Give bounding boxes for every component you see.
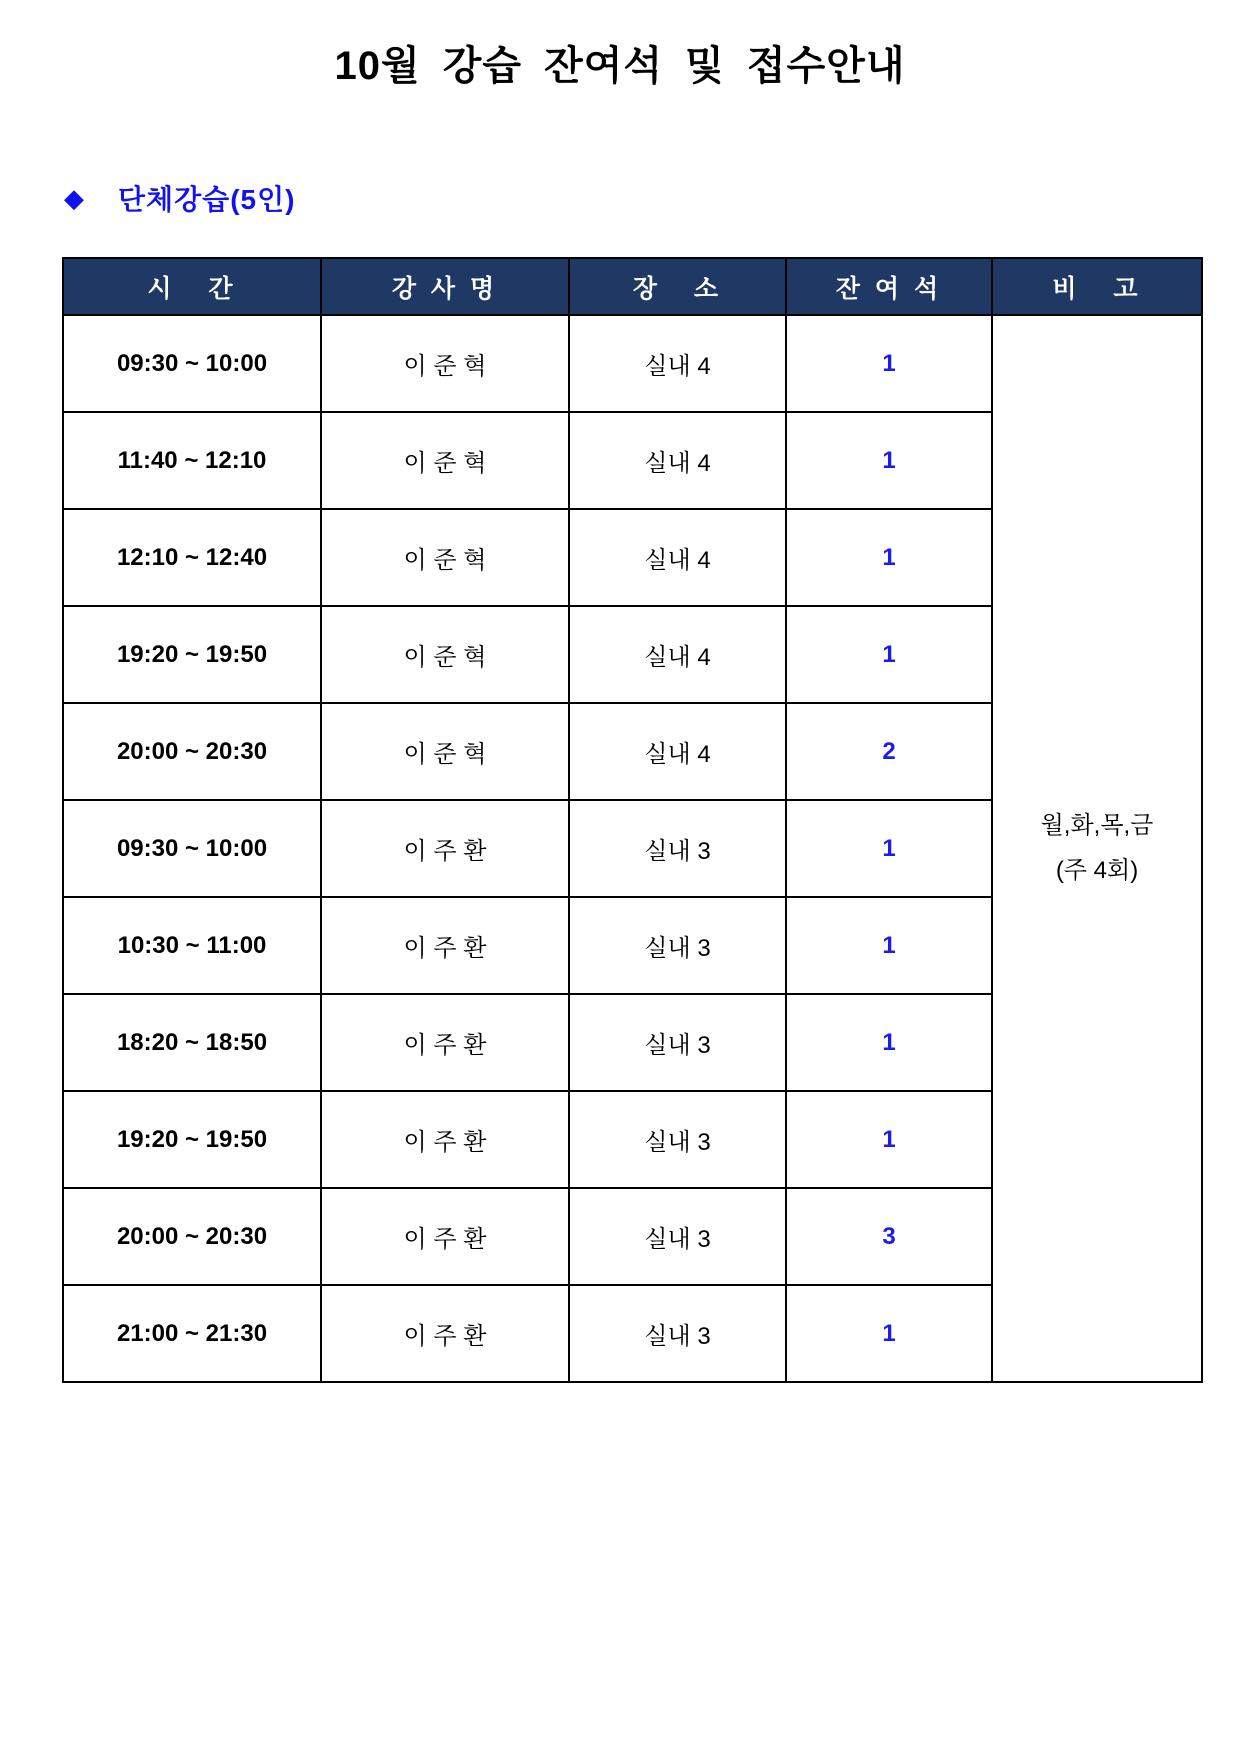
seats-cell: 1 xyxy=(786,412,992,509)
place-cell: 실내 4 xyxy=(569,509,786,606)
instructor-cell: 이 준 혁 xyxy=(321,606,569,703)
seats-cell: 3 xyxy=(786,1188,992,1285)
table-row xyxy=(63,315,1202,412)
column-header-instructor: 강 사 명 xyxy=(321,258,569,315)
place-cell: 실내 3 xyxy=(569,1091,786,1188)
time-cell: 19:20 ~ 19:50 xyxy=(63,1091,321,1188)
seats-cell: 2 xyxy=(786,703,992,800)
instructor-cell: 이 주 환 xyxy=(321,1188,569,1285)
section-title: 단체강습(5인) xyxy=(118,184,296,215)
place-cell: 실내 4 xyxy=(569,412,786,509)
seats-cell: 1 xyxy=(786,897,992,994)
instructor-cell: 이 주 환 xyxy=(321,800,569,897)
place-cell: 실내 4 xyxy=(569,703,786,800)
instructor-cell: 이 주 환 xyxy=(321,897,569,994)
seats-cell: 1 xyxy=(786,1285,992,1382)
time-cell: 18:20 ~ 18:50 xyxy=(63,994,321,1091)
place-cell: 실내 4 xyxy=(569,315,786,412)
note-line-frequency: (주 4회) xyxy=(1055,856,1139,884)
seats-cell: 1 xyxy=(786,606,992,703)
instructor-cell: 이 주 환 xyxy=(321,994,569,1091)
time-cell: 10:30 ~ 11:00 xyxy=(63,897,321,994)
instructor-cell: 이 준 혁 xyxy=(321,315,569,412)
instructor-cell: 이 주 환 xyxy=(321,1285,569,1382)
time-cell: 09:30 ~ 10:00 xyxy=(63,800,321,897)
section-header xyxy=(64,178,295,218)
instructor-cell: 이 준 혁 xyxy=(321,509,569,606)
seats-cell: 1 xyxy=(786,994,992,1091)
note-merged-cell xyxy=(992,315,1202,1382)
time-cell: 09:30 ~ 10:00 xyxy=(63,315,321,412)
column-header-seats: 잔 여 석 xyxy=(786,258,992,315)
instructor-cell: 이 준 혁 xyxy=(321,703,569,800)
time-cell: 20:00 ~ 20:30 xyxy=(63,703,321,800)
time-cell: 20:00 ~ 20:30 xyxy=(63,1188,321,1285)
seats-cell: 1 xyxy=(786,509,992,606)
seats-cell: 1 xyxy=(786,800,992,897)
note-line-days: 월,화,목,금 xyxy=(1040,812,1154,840)
time-cell: 19:20 ~ 19:50 xyxy=(63,606,321,703)
time-cell: 11:40 ~ 12:10 xyxy=(63,412,321,509)
place-cell: 실내 3 xyxy=(569,994,786,1091)
time-cell: 21:00 ~ 21:30 xyxy=(63,1285,321,1382)
column-header-note: 비 고 xyxy=(992,258,1202,315)
schedule-table xyxy=(62,257,1203,1383)
page-title: 10월 강습 잔여석 및 접수안내 xyxy=(334,44,906,88)
instructor-cell: 이 주 환 xyxy=(321,1091,569,1188)
place-cell: 실내 3 xyxy=(569,1285,786,1382)
column-header-place: 장 소 xyxy=(569,258,786,315)
time-cell: 12:10 ~ 12:40 xyxy=(63,509,321,606)
seats-cell: 1 xyxy=(786,1091,992,1188)
schedule-table-body xyxy=(63,315,1202,1382)
header-row xyxy=(63,258,1202,315)
place-cell: 실내 3 xyxy=(569,800,786,897)
place-cell: 실내 4 xyxy=(569,606,786,703)
column-header-time: 시 간 xyxy=(63,258,321,315)
diamond-bullet-icon: ◆ xyxy=(64,183,84,213)
instructor-cell: 이 준 혁 xyxy=(321,412,569,509)
seats-cell: 1 xyxy=(786,315,992,412)
schedule-table-header xyxy=(63,258,1202,315)
place-cell: 실내 3 xyxy=(569,897,786,994)
place-cell: 실내 3 xyxy=(569,1188,786,1285)
